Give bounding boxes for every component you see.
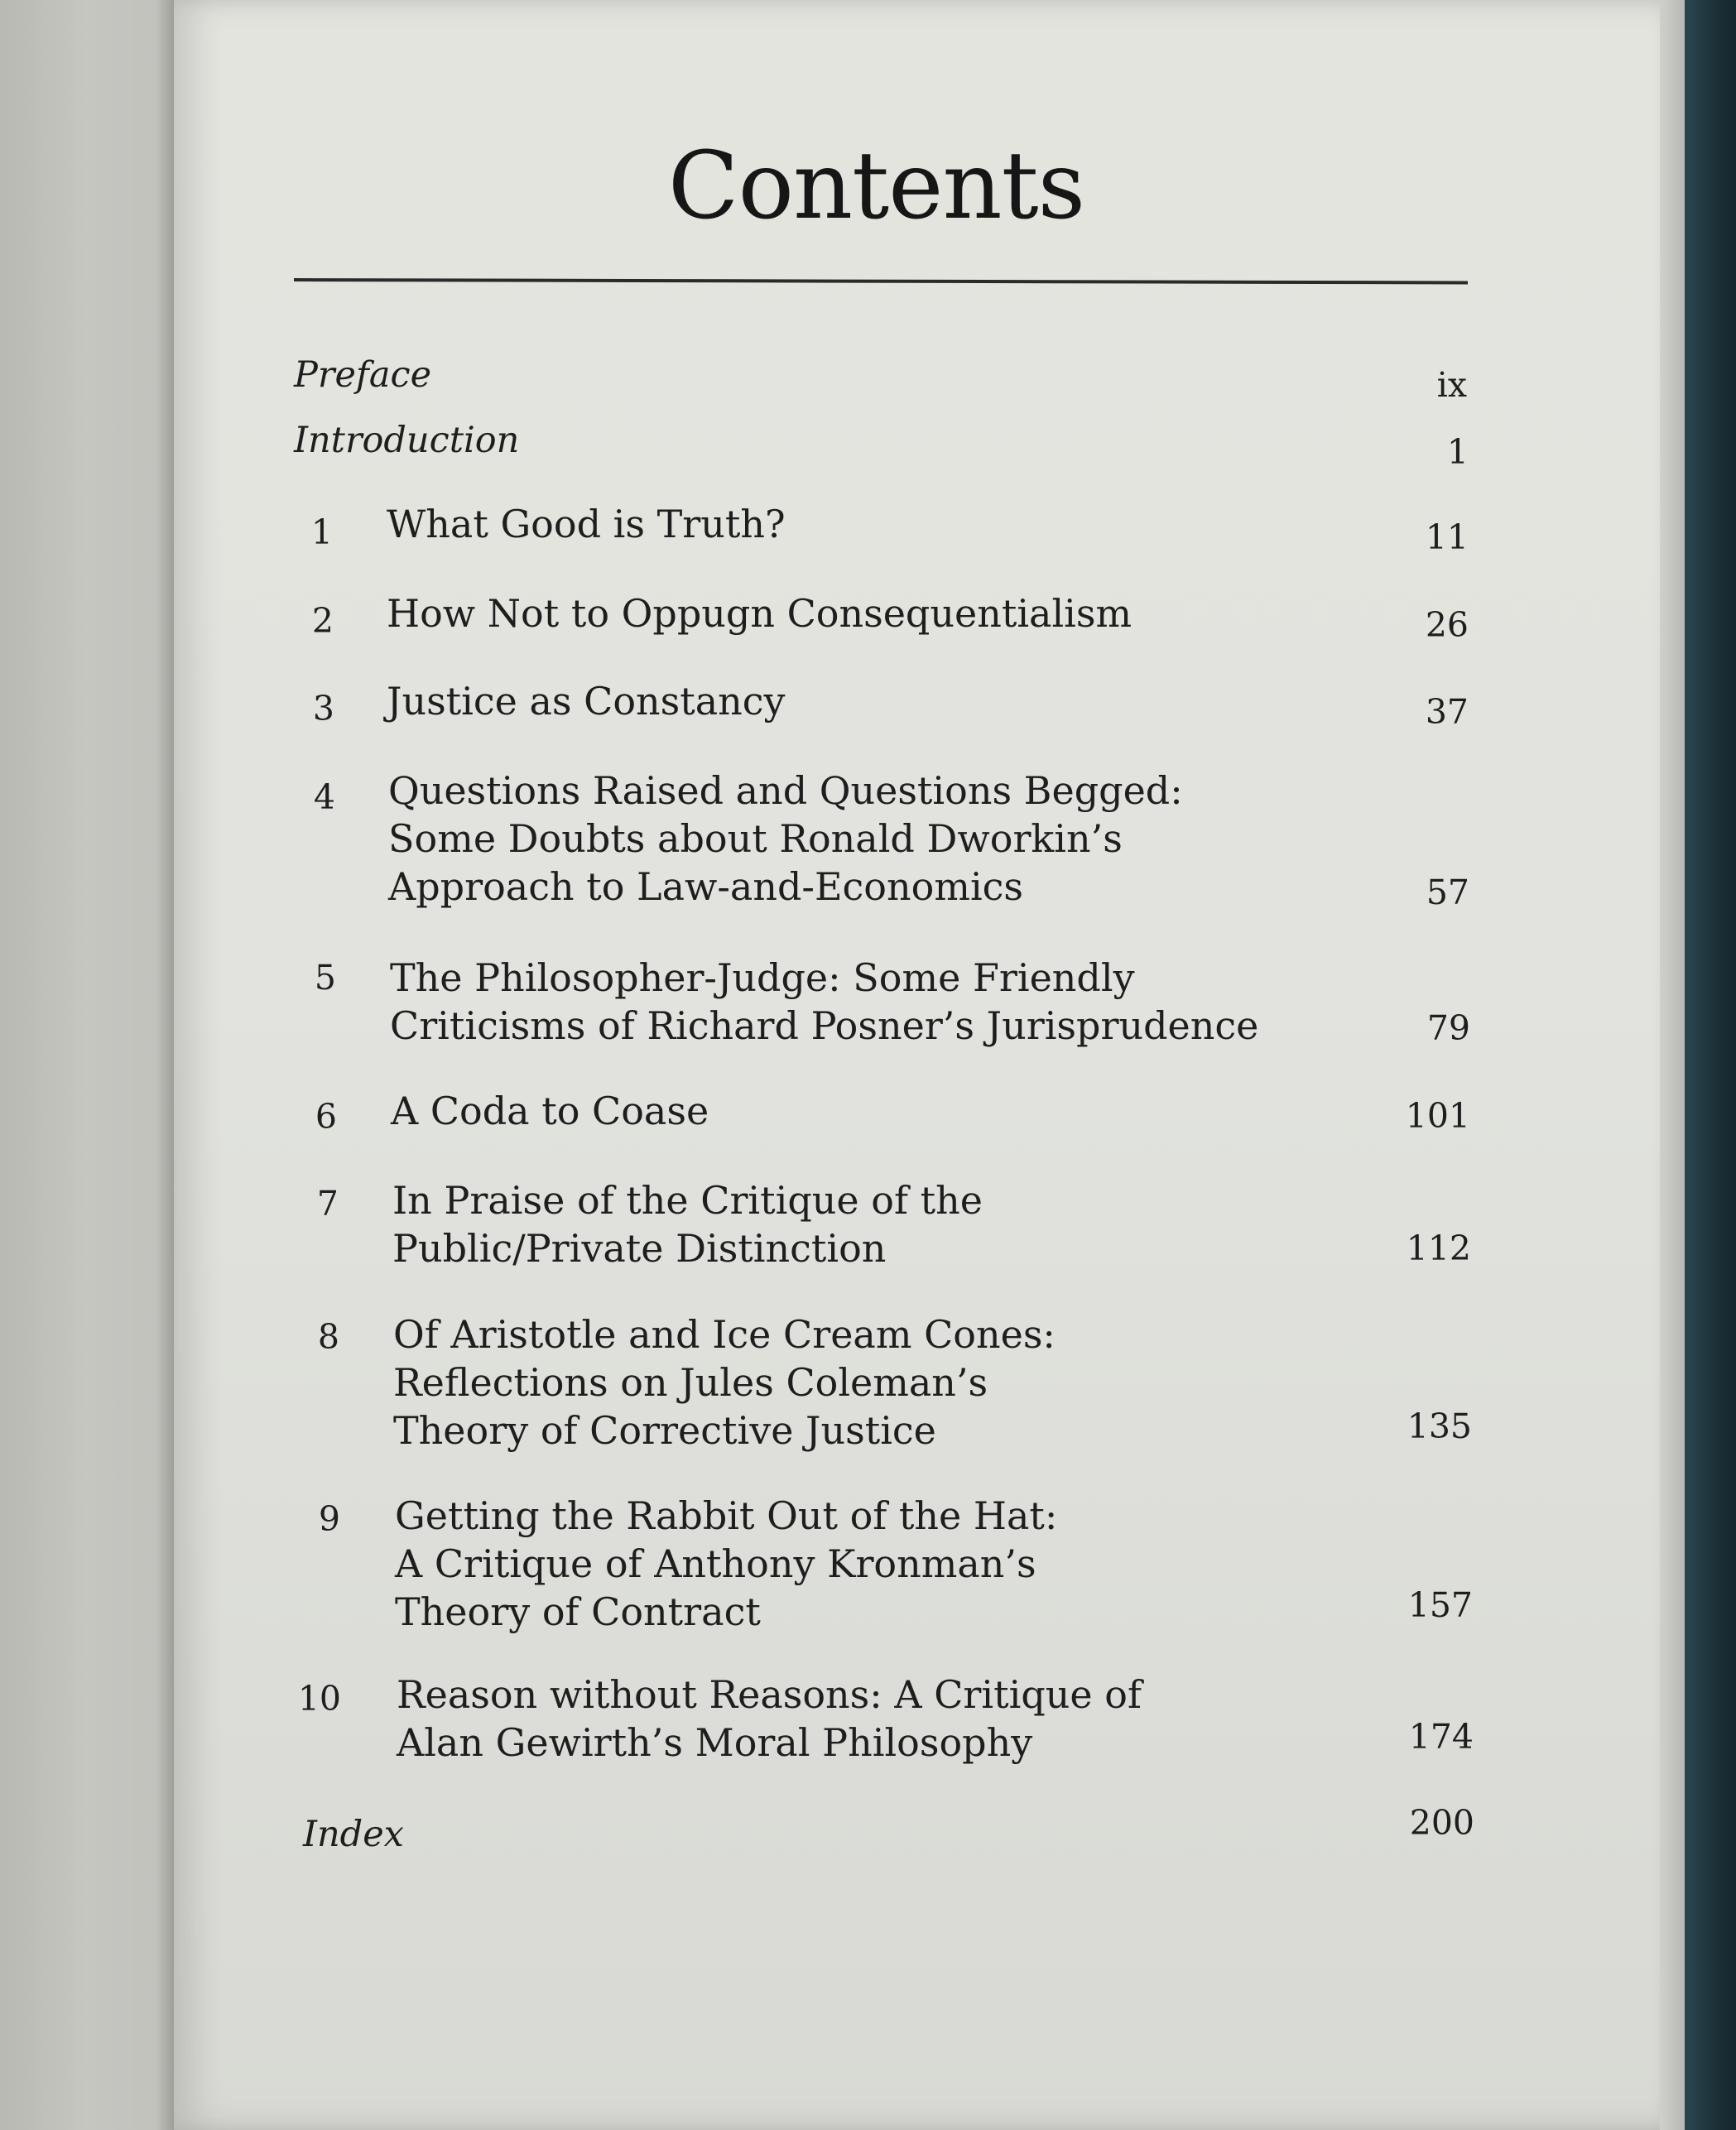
chapter-title (393, 1310, 1056, 1454)
page-title: Contents (667, 132, 1085, 240)
chapter-title (392, 1176, 983, 1272)
chapter-page: 11 (1425, 517, 1469, 557)
chapter-title (387, 677, 786, 725)
chapter-title-line: Of Aristotle and Ice Cream Cones: (393, 1312, 1056, 1357)
toc-entry-page: ix (1436, 365, 1467, 405)
chapter-number: 3 (312, 689, 334, 728)
toc-entry-title: Preface (294, 354, 432, 396)
chapter-title (395, 1492, 1057, 1636)
chapter-page: 112 (1406, 1228, 1471, 1268)
toc-entry-page: 200 (1409, 1803, 1474, 1843)
chapter-page: 57 (1426, 873, 1469, 912)
toc-entry-page: 1 (1446, 432, 1469, 472)
chapter-number: 7 (316, 1184, 339, 1224)
chapter-page: 101 (1405, 1096, 1470, 1136)
chapter-title-line: Theory of Contract (395, 1589, 761, 1634)
chapter-title (387, 500, 786, 548)
chapter-title-line: Reflections on Jules Coleman’s (393, 1360, 988, 1405)
chapter-page: 135 (1407, 1406, 1472, 1446)
chapter-title-line: Approach to Law-and-Economics (388, 864, 1024, 909)
chapter-title-line: Getting the Rabbit Out of the Hat: (395, 1493, 1058, 1538)
chapter-number: 5 (314, 958, 336, 998)
toc-entry-title: Introduction (294, 420, 520, 461)
chapter-number: 9 (318, 1499, 340, 1539)
chapter-title-line: Theory of Corrective Justice (393, 1408, 936, 1453)
chapter-title-line: Public/Private Distinction (392, 1226, 887, 1271)
chapter-number: 1 (310, 512, 333, 552)
chapter-page: 157 (1407, 1585, 1473, 1625)
chapter-number: 4 (313, 777, 335, 817)
chapter-title-line: In Praise of the Critique of the (392, 1178, 983, 1223)
chapter-title-line: Questions Raised and Questions Begged: (388, 768, 1183, 813)
chapter-title-line: The Philosopher-Judge: Some Friendly (390, 955, 1135, 1000)
chapter-number: 8 (317, 1317, 339, 1357)
chapter-title-line: Reason without Reasons: A Critique of (397, 1672, 1142, 1717)
chapter-title-line: A Critique of Anthony Kronman’s (395, 1541, 1036, 1586)
chapter-title (397, 1671, 1142, 1767)
chapter-title-line: Some Doubts about Ronald Dworkin’s (388, 816, 1123, 861)
chapter-number: 2 (311, 601, 334, 641)
chapter-title-line: A Coda to Coase (391, 1089, 709, 1133)
chapter-number: 10 (297, 1679, 341, 1719)
chapter-number: 6 (315, 1097, 337, 1137)
chapter-title (387, 589, 1132, 637)
chapter-page: 37 (1425, 692, 1469, 732)
chapter-title-line: Criticisms of Richard Posner’s Jurisprudence (390, 1003, 1259, 1048)
chapter-title-line: Justice as Constancy (387, 679, 786, 724)
chapter-title-line: Alan Gewirth’s Moral Philosophy (397, 1720, 1033, 1765)
chapter-title (388, 767, 1183, 911)
chapter-title-line: What Good is Truth? (387, 502, 786, 546)
toc-entry-title: Index (303, 1814, 404, 1855)
chapter-title (390, 954, 1258, 1050)
chapter-page: 79 (1426, 1008, 1470, 1048)
chapter-page: 174 (1408, 1717, 1474, 1757)
chapter-title-line: How Not to Oppugn Consequentialism (387, 591, 1132, 636)
chapter-page: 26 (1425, 605, 1469, 645)
chapter-title (391, 1087, 709, 1135)
